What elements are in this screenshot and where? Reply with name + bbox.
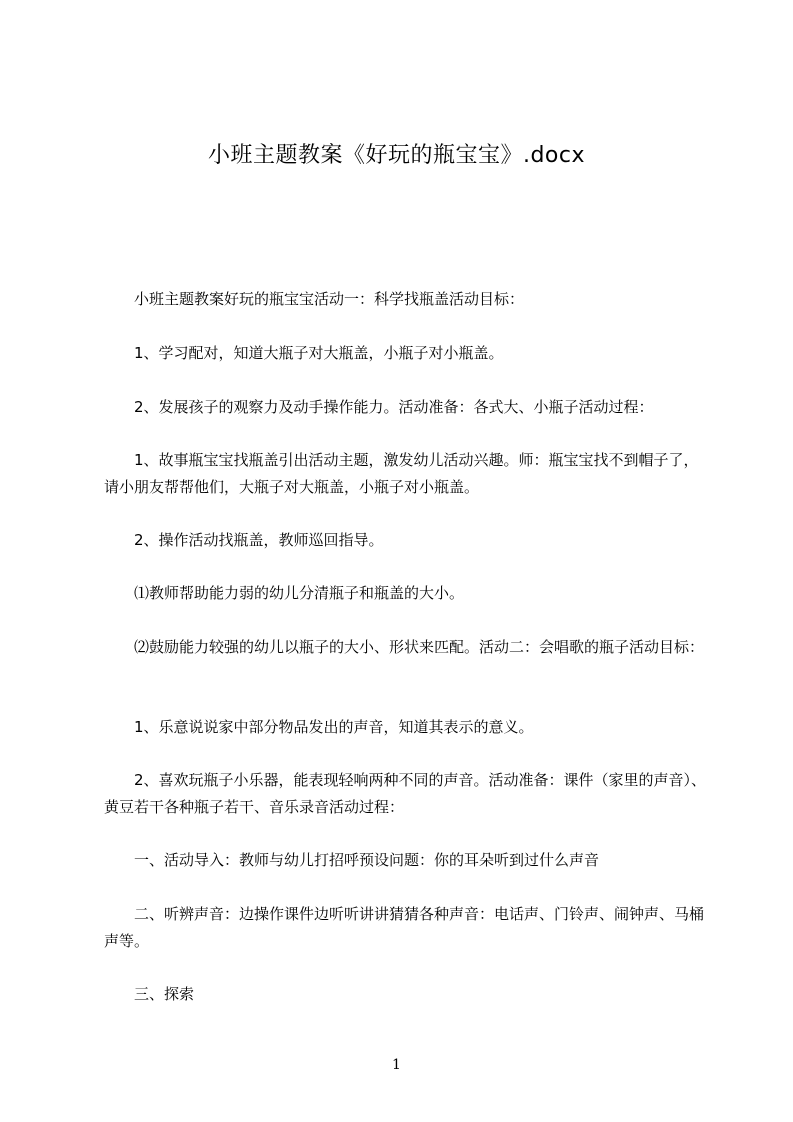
- paragraph-10: 一、活动导入：教师与幼儿打招呼预设问题：你的耳朵听到过什么声音: [104, 851, 600, 869]
- paragraph-4: 1、故事瓶宝宝找瓶盖引出活动主题，激发幼儿活动兴趣。师：瓶宝宝找不到帽子了，请小朋友帮帮他们，大瓶子对大瓶盖，小瓶子对小瓶盖。: [104, 451, 699, 496]
- paragraph-1: 小班主题教案好玩的瓶宝宝活动一：科学找瓶盖活动目标：: [104, 290, 525, 308]
- paragraph-3: 2、发展孩子的观察力及动手操作能力。活动准备：各式大、小瓶子活动过程：: [104, 398, 654, 416]
- paragraph-6: ⑴教师帮助能力弱的幼儿分清瓶子和瓶盖的大小。: [104, 584, 465, 602]
- page-number: 1: [392, 1057, 401, 1073]
- paragraph-7: ⑵鼓励能力较强的幼儿以瓶子的大小、形状来匹配。活动二：会唱歌的瓶子活动目标：: [104, 638, 705, 656]
- paragraph-9: 2、喜欢玩瓶子小乐器，能表现轻响两种不同的声音。活动准备：课件（家里的声音）、黄豆若干各种瓶子若干、音乐录音活动过程：: [104, 771, 707, 816]
- paragraph-8: 1、乐意说说家中部分物品发出的声音，知道其表示的意义。: [104, 718, 534, 736]
- paragraph-11: 二、听辨声音：边操作课件边听听讲讲猜猜各种声音：电话声、门铃声、闹钟声、马桶声等。: [104, 905, 705, 950]
- paragraph-2: 1、学习配对，知道大瓶子对大瓶盖，小瓶子对小瓶盖。: [104, 344, 504, 362]
- paragraph-12: 三、探索: [104, 985, 195, 1003]
- document-title: 小班主题教案《好玩的瓶宝宝》.docx: [207, 143, 586, 168]
- paragraph-5: 2、操作活动找瓶盖，教师巡回指导。: [104, 531, 384, 549]
